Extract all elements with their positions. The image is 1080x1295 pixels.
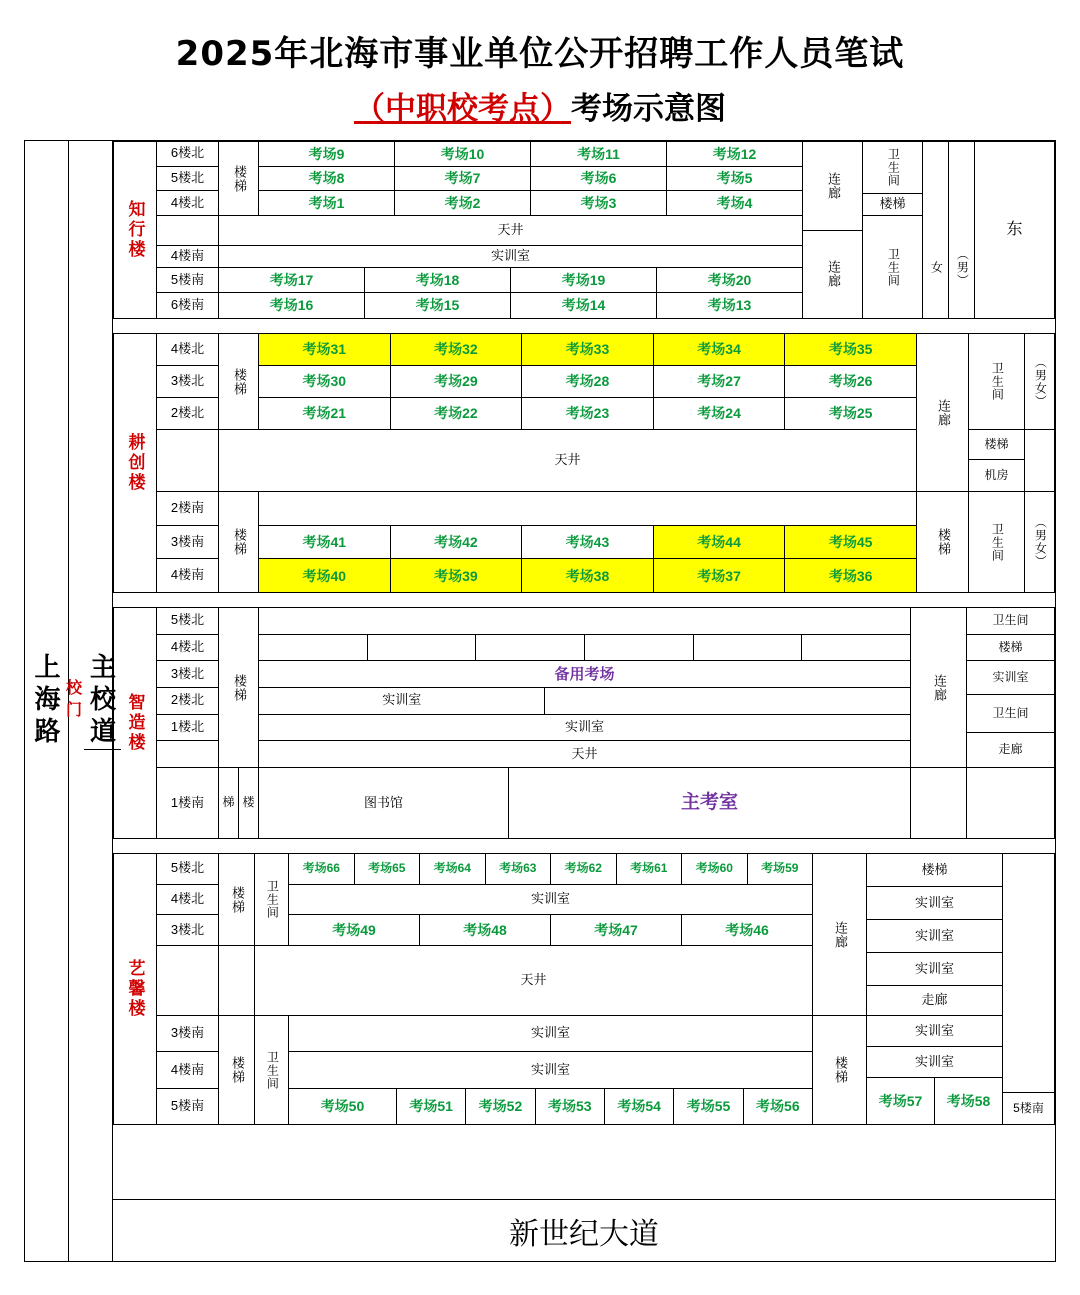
- exam-room[interactable]: 考场54: [605, 1089, 674, 1124]
- exam-room[interactable]: 考场28: [522, 366, 654, 397]
- floor-label: 5楼南: [170, 1097, 205, 1113]
- title-line-1: 2025年北海市事业单位公开招聘工作人员笔试: [175, 34, 905, 74]
- floor-label: 5楼南: [1013, 1100, 1044, 1115]
- toilet-male-label: （男）: [955, 247, 970, 287]
- spare-exam-room-label: 备用考场: [554, 665, 615, 683]
- exam-room[interactable]: 考场11: [531, 142, 667, 166]
- patio-label: 天井: [571, 745, 598, 761]
- buildings-area: [113, 141, 1055, 1261]
- floor-label: 4楼北: [170, 194, 205, 210]
- exam-room[interactable]: 考场63: [486, 854, 552, 884]
- training-room-label: 实训室: [530, 1025, 570, 1041]
- machine-room-label: 机房: [969, 460, 1024, 492]
- exam-room[interactable]: 考场18: [365, 268, 511, 292]
- stair-label: 楼梯: [867, 854, 1002, 887]
- building-name-label: 耕创楼: [113, 333, 157, 593]
- empty-row: [259, 608, 910, 635]
- exam-room[interactable]: 考场3: [531, 191, 667, 215]
- side-spacer: [911, 768, 966, 838]
- exam-room[interactable]: 考场34: [654, 334, 786, 365]
- building-gengchuang: [113, 333, 1055, 593]
- diagram-frame: [24, 140, 1056, 1262]
- exam-room[interactable]: 考场29: [391, 366, 523, 397]
- exam-room[interactable]: 考场50: [289, 1089, 397, 1124]
- stair-label: 楼梯: [967, 635, 1054, 661]
- exam-room[interactable]: 考场31: [259, 334, 391, 365]
- building-zhizao: [113, 607, 1055, 839]
- exam-room[interactable]: 考场13: [707, 297, 752, 314]
- exam-room[interactable]: 考场64: [420, 854, 486, 884]
- floor-label-empty: [157, 741, 218, 767]
- toilet-label: 卫生间: [863, 142, 922, 194]
- corridor-label: 连廊: [911, 608, 966, 768]
- exam-room[interactable]: 考场65: [355, 854, 421, 884]
- toilet-label: 卫生间: [255, 1016, 289, 1124]
- exam-room[interactable]: 考场37: [654, 559, 786, 592]
- exam-room[interactable]: 考场30: [259, 366, 391, 397]
- toilet-mf-label: （男女）: [1025, 334, 1054, 430]
- east-spacer: [949, 142, 974, 216]
- building-name-label: 艺馨楼: [113, 853, 157, 1125]
- training-room-label: 实训室: [564, 719, 604, 735]
- exam-room[interactable]: 考场48: [420, 915, 551, 945]
- toilet-label: 卫生间: [990, 522, 1005, 562]
- empty-floor-row: [259, 492, 916, 526]
- spacer: [113, 839, 1055, 853]
- exam-room[interactable]: 考场20: [707, 271, 752, 288]
- side-spacer: [1025, 430, 1054, 492]
- toilet-mf-label: （男女）: [1033, 516, 1048, 568]
- floor-label: 5楼北: [157, 608, 218, 635]
- bottom-avenue-label: 新世纪大道: [113, 1199, 1055, 1261]
- exam-room[interactable]: 考场66: [289, 854, 355, 884]
- left-road-label: 上海路: [25, 141, 69, 1261]
- title-line-2: [0, 83, 1080, 128]
- training-room-label: 实训室: [259, 688, 545, 714]
- hallway-label: 走廊: [867, 986, 1002, 1016]
- toilet-divider: [923, 142, 948, 216]
- exam-room[interactable]: 考场5: [716, 170, 753, 187]
- exam-room[interactable]: 考场35: [785, 334, 916, 365]
- exam-room[interactable]: 考场44: [654, 526, 786, 559]
- exam-room[interactable]: 考场49: [289, 915, 420, 945]
- stair-icon: 楼梯: [219, 142, 259, 215]
- campus-road-label: 主校道: [84, 653, 121, 750]
- segmented-row: [259, 635, 910, 662]
- exam-room[interactable]: 考场10: [395, 142, 531, 166]
- title-venue: （中职校考点）: [354, 91, 571, 127]
- toilet-label: 卫生间: [967, 695, 1054, 733]
- side-spacer: [967, 768, 1054, 838]
- exam-room[interactable]: 考场14: [511, 293, 657, 318]
- stair-icon: 楼梯: [219, 854, 255, 945]
- toilet-label: 卫生间: [969, 334, 1024, 430]
- exam-room[interactable]: 考场42: [391, 526, 523, 559]
- hallway-label: 走廊: [967, 733, 1054, 768]
- exam-room[interactable]: 考场4: [716, 195, 753, 212]
- training-room-label: 实训室: [867, 887, 1002, 920]
- training-room-label: 实训室: [867, 920, 1002, 953]
- stair-icon: 楼梯: [219, 1016, 255, 1124]
- floor-label: 4楼南: [157, 246, 219, 267]
- stair-icon: 楼梯: [219, 492, 259, 592]
- corridor-label-2: 连廊: [825, 260, 841, 289]
- library-label: 图书馆: [259, 768, 509, 838]
- east-label: 东: [1006, 220, 1023, 238]
- training-room-label: 实训室: [530, 891, 570, 907]
- floor-label: 1楼南: [157, 768, 219, 838]
- exam-room[interactable]: 考场46: [725, 922, 769, 939]
- building-body: [157, 333, 1055, 593]
- training-room-label: 实训室: [967, 661, 1054, 695]
- toilet-female-label: 卫生间: [886, 247, 901, 287]
- patio-label: 天井: [497, 222, 524, 238]
- floor-label: 2楼北: [157, 688, 218, 715]
- floor-label: 3楼南: [157, 526, 218, 560]
- exam-room[interactable]: 考场22: [391, 398, 523, 429]
- building-zhixing: [113, 141, 1055, 319]
- exam-room[interactable]: 考场51: [397, 1089, 466, 1124]
- stair-label: 楼梯: [863, 194, 922, 216]
- exam-room[interactable]: 考场2: [395, 191, 531, 215]
- floor-label: 5楼南: [157, 268, 219, 292]
- floor-label: 4楼南: [157, 1052, 218, 1088]
- building-body: [157, 141, 1055, 319]
- exam-room[interactable]: 考场25: [828, 405, 873, 422]
- floor-label: 2楼南: [157, 492, 218, 526]
- floor-label-empty: [157, 946, 219, 1015]
- exam-room[interactable]: 考场19: [511, 268, 657, 292]
- floor-label: 6楼南: [157, 293, 219, 318]
- floor-label: 3楼北: [170, 921, 205, 937]
- buildings-list: [113, 141, 1055, 1199]
- stair-label-a: 梯: [219, 768, 239, 838]
- floor-label-empty: [157, 430, 219, 491]
- exam-room[interactable]: 考场45: [785, 526, 916, 559]
- exam-room[interactable]: 考场62: [551, 854, 617, 884]
- exam-room[interactable]: 考场58: [946, 1092, 991, 1109]
- corridor-label: 连廊: [813, 854, 866, 1016]
- campus-gate-label: 校门: [63, 679, 81, 723]
- corridor-label: 连廊: [803, 142, 862, 231]
- stair-icon: 楼梯: [219, 608, 259, 767]
- exam-room[interactable]: 考场24: [654, 398, 786, 429]
- floor-label: 3楼北: [157, 366, 218, 398]
- empty-cell: [545, 688, 910, 714]
- training-room-label: 实训室: [867, 1016, 1002, 1047]
- stair-label: 楼梯: [832, 1056, 848, 1084]
- stair-label: 楼梯: [969, 430, 1024, 460]
- exam-room[interactable]: 考场23: [522, 398, 654, 429]
- floor-label: 6楼北: [157, 142, 218, 167]
- building-body: [157, 607, 1055, 839]
- exam-room[interactable]: 考场7: [395, 167, 531, 191]
- stair-label: 楼梯: [935, 528, 951, 556]
- exam-room[interactable]: 考场15: [365, 293, 511, 318]
- stair-label-b: 楼: [239, 768, 259, 838]
- exam-room[interactable]: 考场32: [391, 334, 523, 365]
- floor-label: 3楼南: [157, 1016, 218, 1052]
- stair-icon: 楼梯: [219, 334, 259, 429]
- chief-exam-room-label: 主考室: [680, 792, 738, 814]
- spacer: [113, 319, 1055, 333]
- training-room-label: 实训室: [867, 1047, 1002, 1078]
- side-spacer: [1003, 854, 1054, 1093]
- exam-room[interactable]: 考场1: [259, 191, 395, 215]
- exam-room[interactable]: 考场6: [531, 167, 667, 191]
- building-name-label: 智造楼: [113, 607, 157, 839]
- exam-room[interactable]: 考场21: [259, 398, 391, 429]
- exam-room[interactable]: 考场60: [682, 854, 748, 884]
- toilet-label: 卫生间: [967, 608, 1054, 635]
- corridor-label: 连廊: [917, 334, 968, 492]
- exam-room[interactable]: 考场40: [259, 559, 391, 592]
- exam-room[interactable]: 考场39: [391, 559, 523, 592]
- exam-room[interactable]: 考场61: [617, 854, 683, 884]
- exam-room[interactable]: 考场36: [785, 559, 916, 592]
- toilet-label: 卫生间: [255, 854, 289, 945]
- floor-label: 1楼北: [157, 715, 218, 742]
- floor-label: 4楼北: [157, 334, 218, 366]
- exam-room[interactable]: 考场53: [536, 1089, 605, 1124]
- patio-label: 天井: [554, 452, 581, 468]
- training-room-label: 实训室: [490, 248, 530, 264]
- exam-room[interactable]: 考场47: [551, 915, 682, 945]
- exam-room[interactable]: 考场52: [466, 1089, 535, 1124]
- exam-room[interactable]: 考场59: [761, 860, 799, 875]
- exam-room[interactable]: 考场38: [522, 559, 654, 592]
- exam-room[interactable]: 考场16: [219, 293, 365, 318]
- exam-room[interactable]: 考场12: [712, 145, 757, 162]
- title-suffix: 考场示意图: [571, 91, 726, 127]
- exam-room[interactable]: 考场27: [654, 366, 786, 397]
- building-body: [157, 853, 1055, 1125]
- exam-room[interactable]: 考场8: [259, 167, 395, 191]
- page-title: [0, 0, 1080, 128]
- campus-road-column: [63, 141, 117, 1261]
- exam-room[interactable]: 考场41: [259, 526, 391, 559]
- floor-label: 2楼北: [170, 405, 205, 421]
- floor-label: 5楼北: [157, 854, 218, 885]
- exam-room[interactable]: 考场57: [867, 1078, 935, 1124]
- floor-label: 5楼北: [157, 167, 218, 192]
- building-yixin: [113, 853, 1055, 1125]
- toilet-female-male-label: 女: [929, 260, 944, 274]
- exam-room[interactable]: 考场56: [756, 1098, 800, 1115]
- floor-label: 4楼南: [170, 567, 205, 583]
- building-name-label: 知行楼: [113, 141, 157, 319]
- floor-label-empty: [157, 216, 219, 245]
- exam-room[interactable]: 考场33: [522, 334, 654, 365]
- stair-spacer: [219, 946, 255, 1015]
- spacer: [113, 593, 1055, 607]
- training-room-label: 实训室: [867, 953, 1002, 986]
- floor-label: 4楼北: [157, 885, 218, 916]
- exam-room[interactable]: 考场43: [522, 526, 654, 559]
- training-room-label: 实训室: [530, 1061, 570, 1077]
- floor-label: 3楼北: [157, 661, 218, 688]
- exam-room[interactable]: 考场17: [219, 268, 365, 292]
- floor-label: 4楼北: [157, 635, 218, 662]
- exam-room[interactable]: 考场26: [828, 373, 873, 390]
- patio-label: 天井: [520, 972, 547, 988]
- exam-room[interactable]: 考场55: [674, 1089, 743, 1124]
- exam-room[interactable]: 考场9: [259, 142, 395, 166]
